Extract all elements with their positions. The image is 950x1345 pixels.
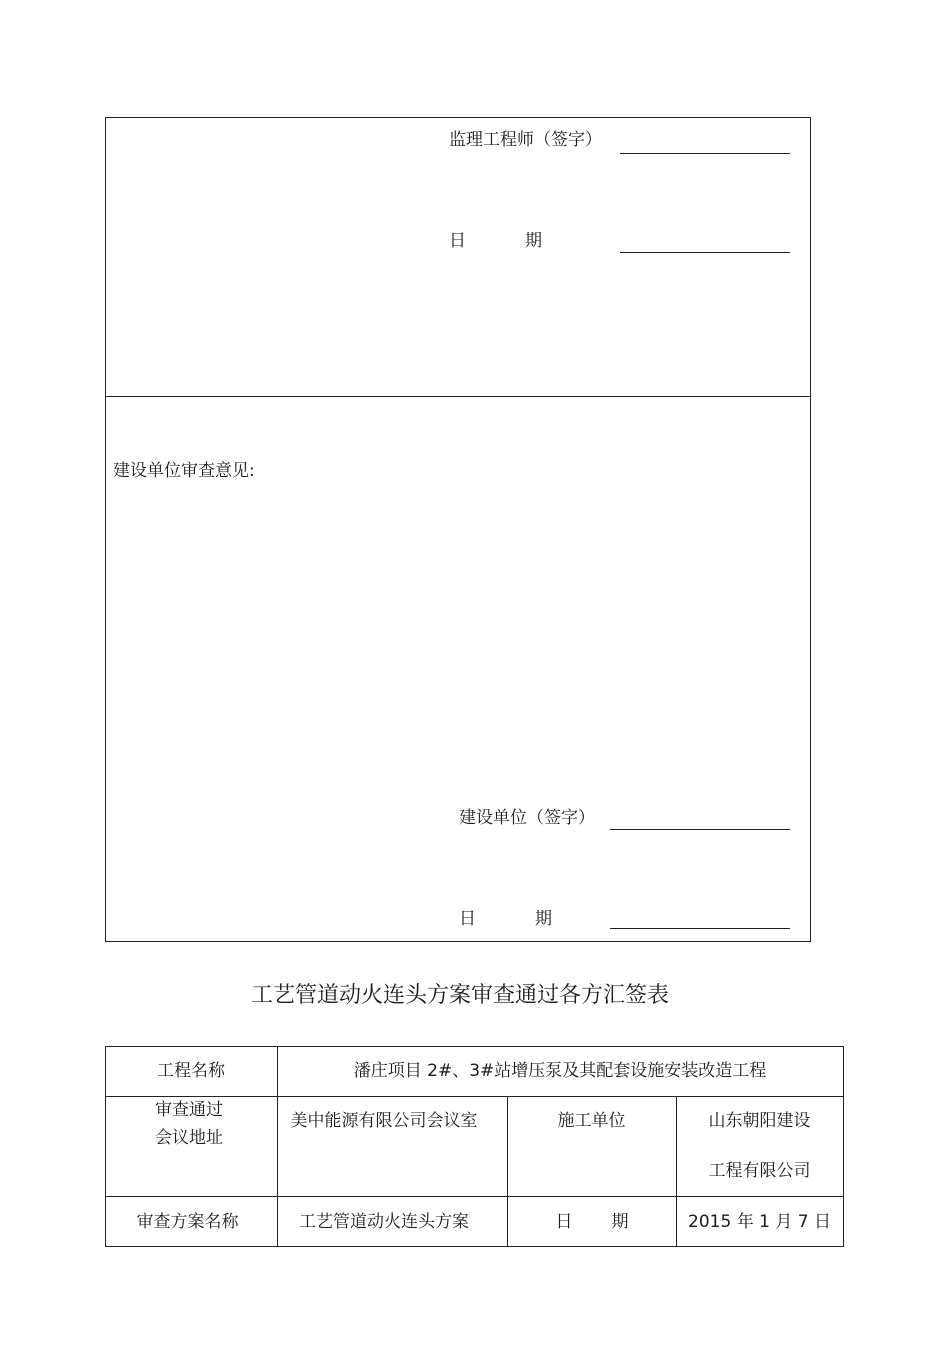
supervisor-sign-line[interactable]: [620, 153, 790, 154]
supervisor-sign-label: 监理工程师（签字）: [449, 130, 602, 150]
supervisor-date-label-right: 期: [525, 231, 542, 251]
owner-date-label-left: 日: [459, 909, 476, 929]
project-name-value: 潘庄项目 2#、3#站增压泵及其配套设施安装改造工程: [353, 1061, 767, 1081]
plan-name-label: 审查方案名称: [136, 1212, 239, 1232]
contractor-value-line1: 山东朝阳建设: [708, 1111, 811, 1131]
meeting-place-label-line1: 审查通过: [155, 1100, 223, 1120]
plan-name-value: 工艺管道动火连头方案: [299, 1212, 469, 1232]
supervisor-date-label-left: 日: [449, 231, 466, 251]
summary-table: [105, 1046, 844, 1247]
owner-date-line[interactable]: [610, 928, 790, 929]
date-label-right: 期: [611, 1212, 629, 1232]
contractor-label: 施工单位: [557, 1111, 626, 1131]
contractor-value-line2: 工程有限公司: [708, 1161, 811, 1181]
date-value: 2015 年 1 月 7 日: [688, 1212, 831, 1232]
owner-date-label-right: 期: [535, 909, 552, 929]
review-box-divider: [105, 396, 811, 397]
summary-title: 工艺管道动火连头方案审查通过各方汇签表: [250, 983, 669, 1008]
meeting-place-value: 美中能源有限公司会议室: [290, 1111, 478, 1131]
date-label-left: 日: [555, 1212, 573, 1232]
meeting-place-label-line2: 会议地址: [155, 1128, 223, 1148]
owner-sign-line[interactable]: [610, 829, 790, 830]
project-name-label: 工程名称: [157, 1061, 225, 1081]
supervisor-date-line[interactable]: [620, 252, 790, 253]
owner-sign-label: 建设单位（签字）: [459, 808, 595, 828]
owner-opinion-label: 建设单位审查意见:: [113, 461, 255, 481]
